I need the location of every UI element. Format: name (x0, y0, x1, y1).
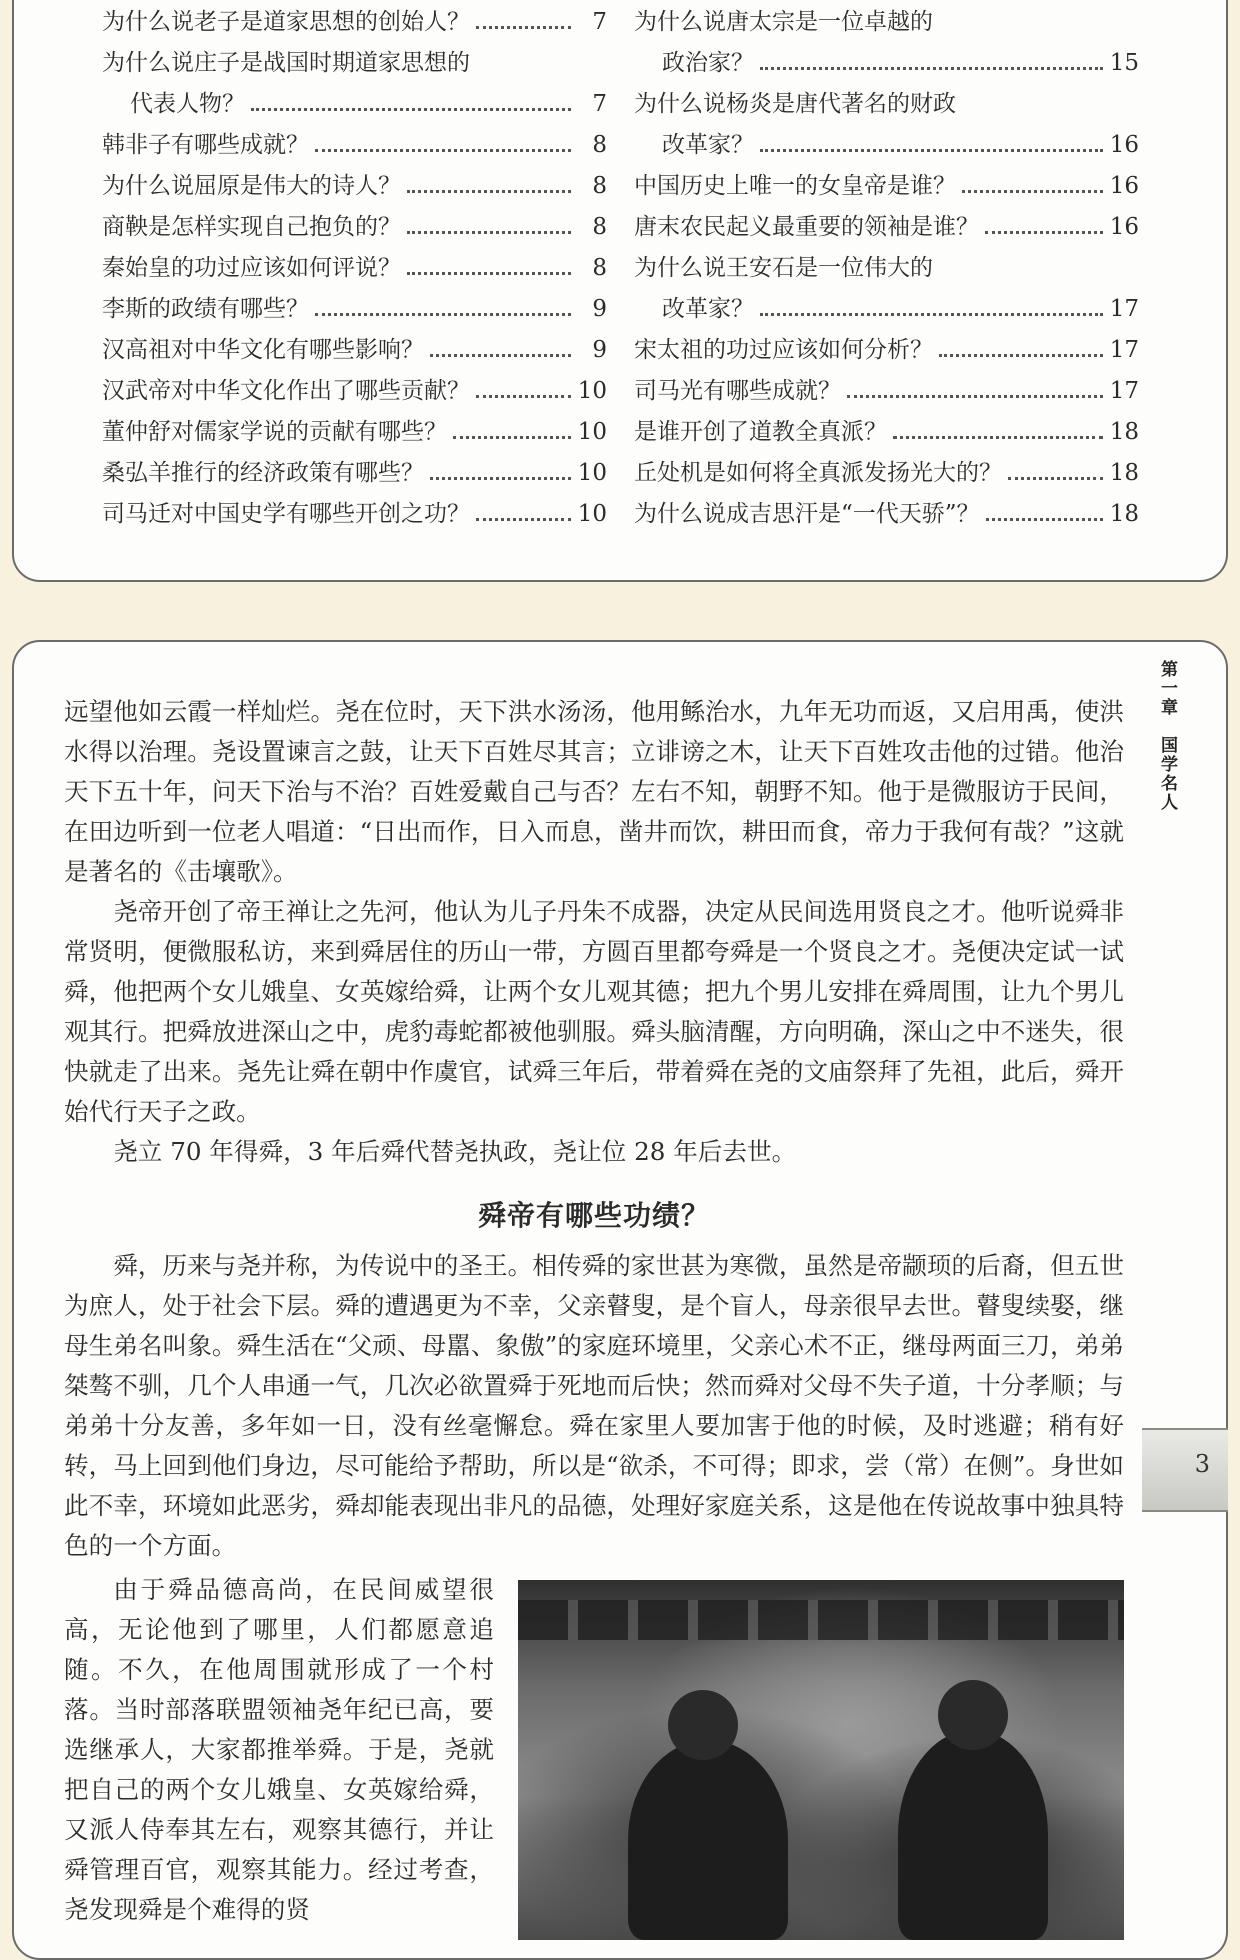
toc-entry-page: 9 (592, 296, 607, 322)
chapter-tab: 第一章 国学名人 (1157, 660, 1177, 812)
toc-left-column (102, 2, 607, 535)
toc-entry-page: 10 (577, 378, 607, 404)
toc-entry (102, 43, 607, 84)
toc-entry (634, 494, 1139, 535)
text-block-3 (64, 1570, 494, 1930)
figure-person-head (668, 1690, 738, 1760)
toc-entry-title: 为什么说庄子是战国时期道家思想的 (102, 50, 470, 76)
toc-entry (634, 125, 1139, 166)
toc-entry (634, 43, 1139, 84)
toc-entry (634, 371, 1139, 412)
toc-entry (634, 289, 1139, 330)
toc-entry-title: 宋太祖的功过应该如何分析？ (634, 337, 933, 363)
figure-person (898, 1730, 1048, 1940)
toc-entry-title: 代表人物？ (130, 91, 245, 117)
mural-illustration (518, 1580, 1124, 1940)
toc-entry (102, 412, 607, 453)
paragraph: 由于舜品德高尚，在民间威望很高，无论他到了哪里，人们都愿意追随。不久，在他周围就形成了一个村落。当时部落联盟领袖尧年纪已高，要选继承人，大家都推举舜。于是，尧就把自己的两个女儿娥皇、女英嫁给舜，又派人侍奉其左右，观察其德行，并让舜管理百官，观察其能力。经过考查，尧发现舜是个难得的贤 (64, 1575, 494, 1924)
toc-leader-dots (476, 496, 571, 521)
toc-entry (102, 289, 607, 330)
toc-entry (102, 248, 607, 289)
text-block-2 (64, 1246, 1124, 1566)
figure-decor (518, 1600, 1124, 1640)
toc-leader-dots (407, 209, 571, 234)
toc-entry-page: 10 (577, 501, 607, 527)
toc-leader-dots (476, 4, 571, 29)
toc-entry-title: 韩非子有哪些成就？ (102, 132, 309, 158)
toc-leader-dots (1008, 455, 1103, 480)
toc-entry (634, 453, 1139, 494)
toc-entry-title: 李斯的政绩有哪些？ (102, 296, 309, 322)
paragraph: 尧帝开创了帝王禅让之先河，他认为儿子丹朱不成器，决定从民间选用贤良之才。他听说舜非常贤明，便微服私访，来到舜居住的历山一带，方圆百里都夸舜是一个贤良之才。尧便决定试一试舜，他把两个女儿娥皇、女英嫁给舜，让两个女儿观其德；把九个男儿安排在舜周围，让九个男儿观其行。把舜放进深山之中，虎豹毒蛇都被他驯服。舜头脑清醒，方向明确，深山之中不迷失，很快就走了出来。尧先让舜在朝中作虞官，试舜三年后，带着舜在尧的文庙祭拜了先祖，此后，舜开始代行天子之政。 (64, 897, 1124, 1126)
toc-entry-page: 8 (592, 173, 607, 199)
toc-entry (634, 330, 1139, 371)
toc-entry-page: 8 (592, 214, 607, 240)
toc-entry-page: 10 (577, 419, 607, 445)
toc-leader-dots (453, 414, 571, 439)
toc-entry (634, 248, 1139, 289)
toc-entry (102, 494, 607, 535)
toc-entry-title: 是谁开创了道教全真派？ (634, 419, 887, 445)
toc-entry-title: 为什么说成吉思汗是“一代天骄”？ (634, 501, 980, 527)
toc-entry (102, 166, 607, 207)
toc-entry (102, 330, 607, 371)
section-heading: 舜帝有哪些功绩？ (477, 1199, 710, 1232)
toc-entry-page: 9 (592, 337, 607, 363)
toc-leader-dots (476, 373, 571, 398)
paragraph: 尧立 70 年得舜，3 年后舜代替尧执政，尧让位 28 年后去世。 (113, 1137, 797, 1166)
toc-leader-dots (251, 86, 571, 111)
toc-entry-title: 为什么说老子是道家思想的创始人？ (102, 9, 470, 35)
toc-entry-title: 唐末农民起义最重要的领袖是谁？ (634, 214, 979, 240)
toc-leader-dots (760, 45, 1103, 70)
toc-entry-title: 董仲舒对儒家学说的贡献有哪些？ (102, 419, 447, 445)
toc-entry-page: 17 (1109, 378, 1139, 404)
toc-entry-page: 7 (592, 9, 607, 35)
toc-leader-dots (986, 496, 1103, 521)
toc-entry-title: 商鞅是怎样实现自己抱负的？ (102, 214, 401, 240)
toc-entry (634, 84, 1139, 125)
toc-entry-page: 16 (1109, 214, 1139, 240)
paragraph: 舜，历来与尧并称，为传说中的圣王。相传舜的家世甚为寒微，虽然是帝颛顼的后裔，但五世为庶人，处于社会下层。舜的遭遇更为不幸，父亲瞽叟，是个盲人，母亲很早去世。瞽叟续娶，继母生弟名叫象。舜生活在“父顽、母嚚、象傲”的家庭环境里，父亲心术不正，继母两面三刀，弟弟桀骜不驯，几个人串通一气，几次必欲置舜于死地而后快；然而舜对父母不失子道，十分孝顺；与弟弟十分友善，多年如一日，没有丝毫懈怠。舜在家里人要加害于他的时候，及时逃避；稍有好转，马上回到他们身边，尽可能给予帮助，所以是“欲杀，不可得；即求，尝（常）在侧”。身世如此不幸，环境如此恶劣，舜却能表现出非凡的品德，处理好家庭关系，这是他在传说故事中独具特色的一个方面。 (64, 1251, 1124, 1560)
toc-leader-dots (939, 332, 1103, 357)
toc-leader-dots (315, 291, 571, 316)
toc-entry-page: 18 (1109, 460, 1139, 486)
toc-entry (102, 125, 607, 166)
toc-leader-dots (985, 209, 1103, 234)
toc-entry-title: 为什么说王安石是一位伟大的 (634, 255, 933, 281)
toc-entry-page: 16 (1109, 173, 1139, 199)
toc-entry (102, 84, 607, 125)
toc-entry (102, 207, 607, 248)
toc-entry (634, 412, 1139, 453)
toc-leader-dots (430, 332, 571, 357)
toc-entry (102, 371, 607, 412)
toc-entry-page: 18 (1109, 419, 1139, 445)
toc-entry-title: 桑弘羊推行的经济政策有哪些？ (102, 460, 424, 486)
toc-entry-page: 18 (1109, 501, 1139, 527)
toc-entry (634, 166, 1139, 207)
toc-entry-page: 15 (1109, 50, 1139, 76)
toc-leader-dots (760, 291, 1103, 316)
toc-entry-title: 为什么说杨炎是唐代著名的财政 (634, 91, 956, 117)
toc-entry-page: 8 (592, 132, 607, 158)
toc-card (12, 0, 1228, 582)
toc-leader-dots (315, 127, 571, 152)
toc-entry-title: 为什么说屈原是伟大的诗人？ (102, 173, 401, 199)
page-number: 3 (1194, 1450, 1210, 1478)
toc-entry (634, 2, 1139, 43)
toc-leader-dots (893, 414, 1103, 439)
toc-entry-page: 8 (592, 255, 607, 281)
toc-leader-dots (962, 168, 1103, 193)
toc-entry-title: 汉高祖对中华文化有哪些影响？ (102, 337, 424, 363)
toc-entry-title: 司马迁对中国史学有哪些开创之功？ (102, 501, 470, 527)
figure-person-head (938, 1680, 1008, 1750)
toc-leader-dots (847, 373, 1103, 398)
toc-entry-page: 17 (1109, 296, 1139, 322)
text-block-1 (64, 692, 1124, 1172)
toc-entry-title: 改革家？ (662, 132, 754, 158)
toc-entry-page: 10 (577, 460, 607, 486)
paragraph: 远望他如云霞一样灿烂。尧在位时，天下洪水汤汤，他用鲧治水，九年无功而返，又启用禹，使洪水得以治理。尧设置谏言之鼓，让天下百姓尽其言；立诽谤之木，让天下百姓攻击他的过错。他治天下五十年，问天下治与不治？百姓爱戴自己与否？左右不知，朝野不知。他于是微服访于民间，在田边听到一位老人唱道：“日出而作，日入而息，凿井而饮，耕田而食，帝力于我何有哉？”这就是著名的《击壤歌》。 (64, 697, 1124, 886)
toc-entry-title: 汉武帝对中华文化作出了哪些贡献？ (102, 378, 470, 404)
toc-entry (102, 2, 607, 43)
toc-entry (634, 207, 1139, 248)
toc-entry-title: 丘处机是如何将全真派发扬光大的？ (634, 460, 1002, 486)
toc-leader-dots (407, 168, 571, 193)
toc-entry (102, 453, 607, 494)
toc-entry-title: 司马光有哪些成就？ (634, 378, 841, 404)
toc-leader-dots (430, 455, 571, 480)
toc-entry-title: 为什么说唐太宗是一位卓越的 (634, 9, 933, 35)
toc-leader-dots (407, 250, 571, 275)
figure-person (628, 1740, 788, 1940)
toc-entry-title: 秦始皇的功过应该如何评说？ (102, 255, 401, 281)
toc-entry-page: 7 (592, 91, 607, 117)
toc-entry-page: 17 (1109, 337, 1139, 363)
toc-entry-page: 16 (1109, 132, 1139, 158)
toc-entry-title: 中国历史上唯一的女皇帝是谁？ (634, 173, 956, 199)
toc-entry-title: 改革家？ (662, 296, 754, 322)
toc-entry-title: 政治家？ (662, 50, 754, 76)
toc-right-column (634, 2, 1139, 535)
page-tab (1142, 1428, 1228, 1512)
toc-leader-dots (760, 127, 1103, 152)
